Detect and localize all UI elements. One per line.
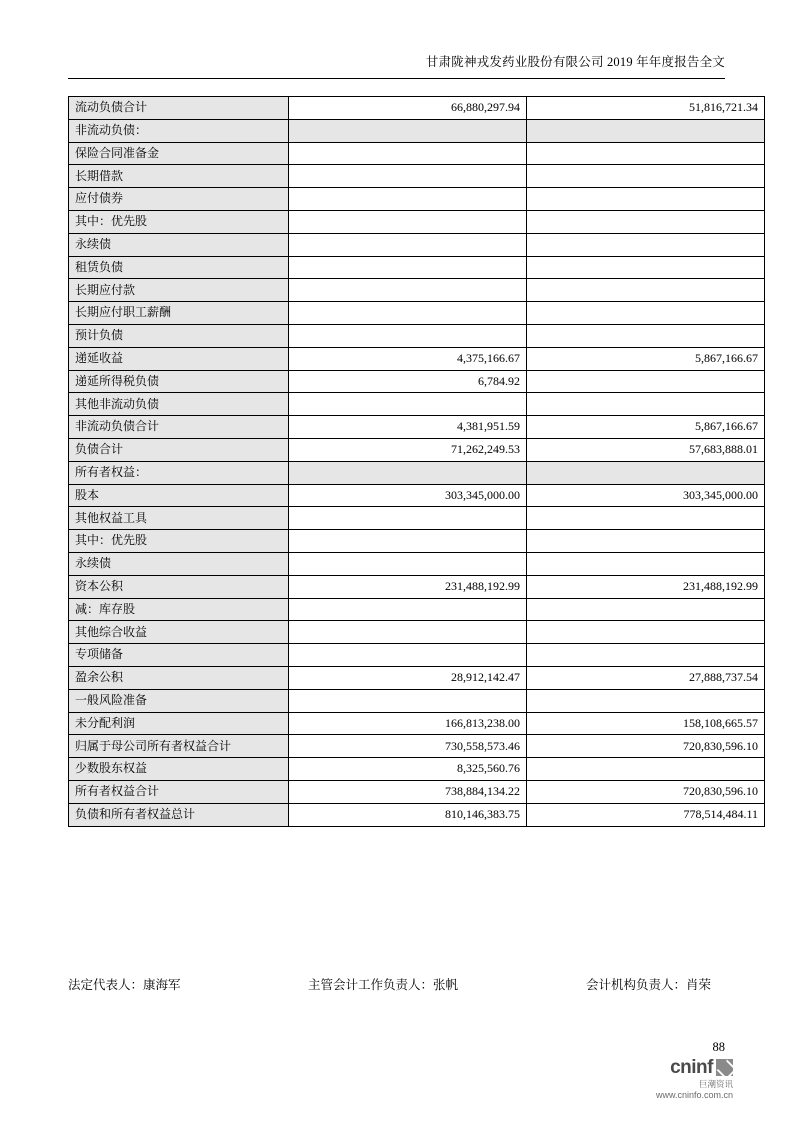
row-value-previous (527, 188, 765, 211)
page-number: 88 (712, 1040, 725, 1054)
row-value-current (289, 165, 527, 188)
row-value-current (289, 302, 527, 325)
row-value-previous (527, 279, 765, 302)
row-value-current (289, 598, 527, 621)
row-label: 应付债券 (69, 188, 289, 211)
row-label: 递延所得税负债 (69, 370, 289, 393)
row-value-previous: 778,514,484.11 (527, 803, 765, 826)
row-value-previous: 5,867,166.67 (527, 416, 765, 439)
row-value-current: 28,912,142.47 (289, 666, 527, 689)
table-row (69, 758, 765, 781)
row-label: 递延收益 (69, 347, 289, 370)
logo-wordmark: cninf (670, 1057, 713, 1079)
table-row (69, 735, 765, 758)
row-label: 归属于母公司所有者权益合计 (69, 735, 289, 758)
row-label: 流动负债合计 (69, 97, 289, 120)
row-label: 保险合同准备金 (69, 142, 289, 165)
table-row (69, 142, 765, 165)
table-row (69, 210, 765, 233)
row-value-current: 166,813,238.00 (289, 712, 527, 735)
row-value-previous (527, 119, 765, 142)
row-value-previous (527, 370, 765, 393)
table-row (69, 689, 765, 712)
row-label: 长期应付款 (69, 279, 289, 302)
row-value-current (289, 324, 527, 347)
row-label: 负债合计 (69, 438, 289, 461)
table-row (69, 188, 765, 211)
header-divider (68, 78, 725, 79)
footer-logo (656, 1057, 733, 1100)
row-label: 减：库存股 (69, 598, 289, 621)
row-value-previous (527, 507, 765, 530)
logo-subtitle: 巨潮资讯 (698, 1078, 733, 1089)
row-value-current: 8,325,560.76 (289, 758, 527, 781)
row-value-previous (527, 233, 765, 256)
row-label: 预计负债 (69, 324, 289, 347)
row-label: 其中：优先股 (69, 530, 289, 553)
row-value-previous (527, 758, 765, 781)
row-value-previous (527, 165, 765, 188)
table-row (69, 598, 765, 621)
row-value-current (289, 256, 527, 279)
logo-row (656, 1057, 733, 1079)
row-label: 长期借款 (69, 165, 289, 188)
row-label: 其他综合收益 (69, 621, 289, 644)
row-label: 非流动负债合计 (69, 416, 289, 439)
row-value-current: 810,146,383.75 (289, 803, 527, 826)
row-value-current (289, 461, 527, 484)
balance-sheet-table (68, 96, 765, 827)
table-row (69, 324, 765, 347)
row-value-current: 6,784.92 (289, 370, 527, 393)
row-value-previous (527, 621, 765, 644)
row-value-previous (527, 142, 765, 165)
row-value-previous (527, 393, 765, 416)
row-label: 盈余公积 (69, 666, 289, 689)
table-row (69, 712, 765, 735)
row-value-current (289, 279, 527, 302)
row-value-current (289, 233, 527, 256)
table-row (69, 552, 765, 575)
table-row (69, 347, 765, 370)
row-value-current: 66,880,297.94 (289, 97, 527, 120)
row-label: 专项储备 (69, 644, 289, 667)
signature-accounting-head: 主管会计工作负责人：张帆 (308, 978, 459, 992)
row-value-previous: 158,108,665.57 (527, 712, 765, 735)
table-row (69, 644, 765, 667)
row-value-previous: 5,867,166.67 (527, 347, 765, 370)
table-row (69, 233, 765, 256)
row-label: 其他权益工具 (69, 507, 289, 530)
row-value-previous (527, 598, 765, 621)
row-value-previous (527, 530, 765, 553)
row-value-previous: 720,830,596.10 (527, 735, 765, 758)
row-label: 负债和所有者权益总计 (69, 803, 289, 826)
table-row (69, 256, 765, 279)
row-label: 未分配利润 (69, 712, 289, 735)
table-row (69, 803, 765, 826)
row-label: 非流动负债： (69, 119, 289, 142)
row-value-current (289, 507, 527, 530)
table-row (69, 279, 765, 302)
table-row (69, 438, 765, 461)
row-label: 永续债 (69, 552, 289, 575)
row-value-current (289, 530, 527, 553)
row-value-previous (527, 256, 765, 279)
row-value-current: 303,345,000.00 (289, 484, 527, 507)
table-row (69, 119, 765, 142)
row-value-current: 4,375,166.67 (289, 347, 527, 370)
row-value-previous (527, 644, 765, 667)
row-value-current (289, 689, 527, 712)
row-value-previous: 231,488,192.99 (527, 575, 765, 598)
row-label: 其他非流动负债 (69, 393, 289, 416)
page-header: 甘肃陇神戎发药业股份有限公司 2019 年年度报告全文 (425, 55, 725, 69)
row-value-previous: 303,345,000.00 (527, 484, 765, 507)
signature-accounting-institution-head: 会计机构负责人：肖荣 (586, 978, 712, 992)
table-row (69, 484, 765, 507)
row-value-current: 231,488,192.99 (289, 575, 527, 598)
row-value-previous (527, 689, 765, 712)
table-row (69, 97, 765, 120)
row-value-current (289, 552, 527, 575)
row-label: 少数股东权益 (69, 758, 289, 781)
row-label: 资本公积 (69, 575, 289, 598)
row-label: 永续债 (69, 233, 289, 256)
row-label: 所有者权益合计 (69, 780, 289, 803)
row-value-current: 738,884,134.22 (289, 780, 527, 803)
row-value-previous (527, 324, 765, 347)
row-value-current (289, 393, 527, 416)
row-value-current (289, 621, 527, 644)
table-row (69, 507, 765, 530)
row-label: 所有者权益： (69, 461, 289, 484)
cninfo-logo-icon (716, 1059, 733, 1076)
row-value-previous: 51,816,721.34 (527, 97, 765, 120)
row-label: 长期应付职工薪酬 (69, 302, 289, 325)
row-value-current: 71,262,249.53 (289, 438, 527, 461)
table-row (69, 621, 765, 644)
table-row (69, 461, 765, 484)
row-label: 一般风险准备 (69, 689, 289, 712)
row-value-previous: 720,830,596.10 (527, 780, 765, 803)
table-row (69, 416, 765, 439)
row-label: 其中：优先股 (69, 210, 289, 233)
row-value-current: 4,381,951.59 (289, 416, 527, 439)
row-value-previous: 57,683,888.01 (527, 438, 765, 461)
row-value-current (289, 142, 527, 165)
row-value-current (289, 210, 527, 233)
row-value-current (289, 644, 527, 667)
signature-legal-representative: 法定代表人：康海军 (68, 978, 181, 992)
row-value-previous (527, 461, 765, 484)
row-value-previous (527, 552, 765, 575)
table-row (69, 780, 765, 803)
table-row (69, 666, 765, 689)
row-value-previous (527, 302, 765, 325)
table-row (69, 530, 765, 553)
row-label: 租赁负债 (69, 256, 289, 279)
table-row (69, 575, 765, 598)
balance-sheet-body (69, 97, 765, 827)
table-row (69, 165, 765, 188)
row-value-previous (527, 210, 765, 233)
row-value-current: 730,558,573.46 (289, 735, 527, 758)
table-row (69, 393, 765, 416)
row-value-previous: 27,888,737.54 (527, 666, 765, 689)
table-row (69, 370, 765, 393)
table-row (69, 302, 765, 325)
row-value-current (289, 188, 527, 211)
logo-url: www.cninfo.com.cn (655, 1089, 733, 1100)
row-value-current (289, 119, 527, 142)
row-label: 股本 (69, 484, 289, 507)
